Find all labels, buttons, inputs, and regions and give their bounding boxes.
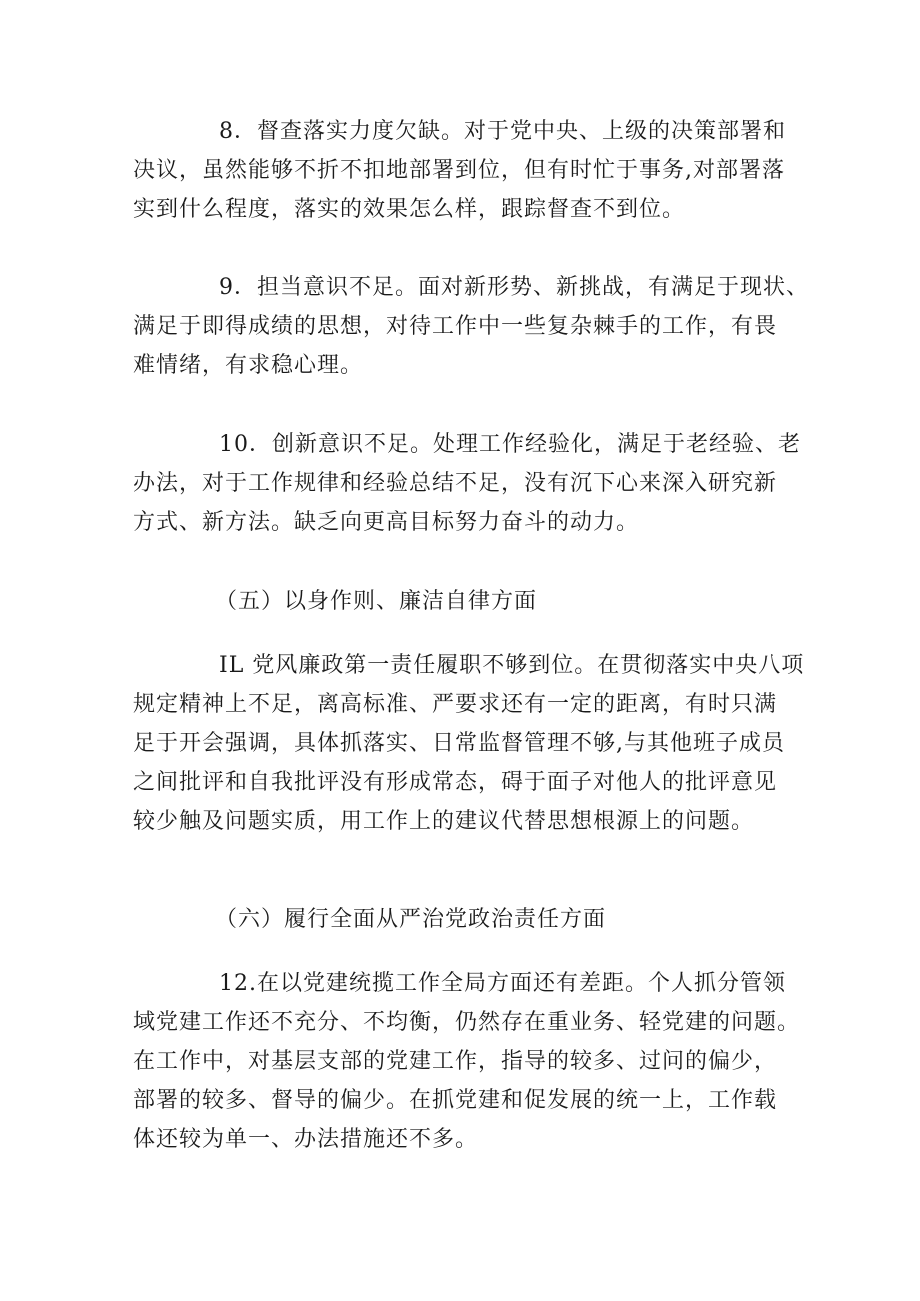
- paragraph-12: [133, 964, 803, 1159]
- paragraph-10: [133, 425, 803, 542]
- paragraph-line: 10．创新意识不足。处理工作经验化，满足于老经验、老: [219, 432, 801, 457]
- paragraph-11: [133, 646, 803, 841]
- paragraph-line: 体还较为单一、办法措施还不多。: [133, 1127, 479, 1152]
- paragraph-line: 办法，对于工作规律和经验总结不足，没有沉下心来深入研究新: [133, 471, 778, 496]
- paragraph-line: 方式、新方法。缺乏向更高目标努力奋斗的动力。: [133, 510, 640, 535]
- paragraph-line: 域党建工作还不充分、不均衡，仍然存在重业务、轻党建的问题。: [133, 1010, 801, 1035]
- paragraph-8: [133, 112, 803, 229]
- paragraph-line: 12.在以党建统揽工作全局方面还有差距。个人抓分管领: [219, 971, 786, 996]
- paragraph-line: 决议，虽然能够不折不扣地部署到位，但有时忙于事务,对部署落: [133, 158, 785, 183]
- paragraph-line: 9．担当意识不足。面对新形势、新挑战，有满足于现状、: [219, 275, 809, 300]
- paragraph-9: [133, 268, 809, 385]
- paragraph-line: IL 党风廉政第一责任履职不够到位。在贯彻落实中央八项: [219, 653, 805, 678]
- paragraph-line: 较少触及问题实质，用工作上的建议代替思想根源上的问题。: [133, 809, 755, 834]
- paragraph-line: 足于开会强调，具体抓落实、日常监督管理不够,与其他班子成员: [133, 731, 785, 756]
- section-heading-6: （六）履行全面从严治党政治责任方面: [215, 907, 607, 932]
- paragraph-line: 满足于即得成绩的思想，对待工作中一些复杂棘手的工作，有畏: [133, 314, 778, 339]
- paragraph-line: 难情绪，有求稳心理。: [133, 353, 364, 378]
- paragraph-line: 部署的较多、督导的偏少。在抓党建和促发展的统一上，工作载: [133, 1088, 778, 1113]
- paragraph-line: 之间批评和自我批评没有形成常态，碍于面子对他人的批评意见: [133, 770, 778, 795]
- paragraph-line: 规定精神上不足，离高标准、严要求还有一定的距离，有时只满: [133, 692, 778, 717]
- paragraph-line: 8．督查落实力度欠缺。对于党中央、上级的决策部署和: [219, 119, 786, 144]
- section-heading-5: （五）以身作则、廉洁自律方面: [215, 589, 538, 614]
- paragraph-line: 实到什么程度，落实的效果怎么样，跟踪督查不到位。: [133, 197, 686, 222]
- paragraph-line: 在工作中，对基层支部的党建工作，指导的较多、过问的偏少，: [133, 1049, 778, 1074]
